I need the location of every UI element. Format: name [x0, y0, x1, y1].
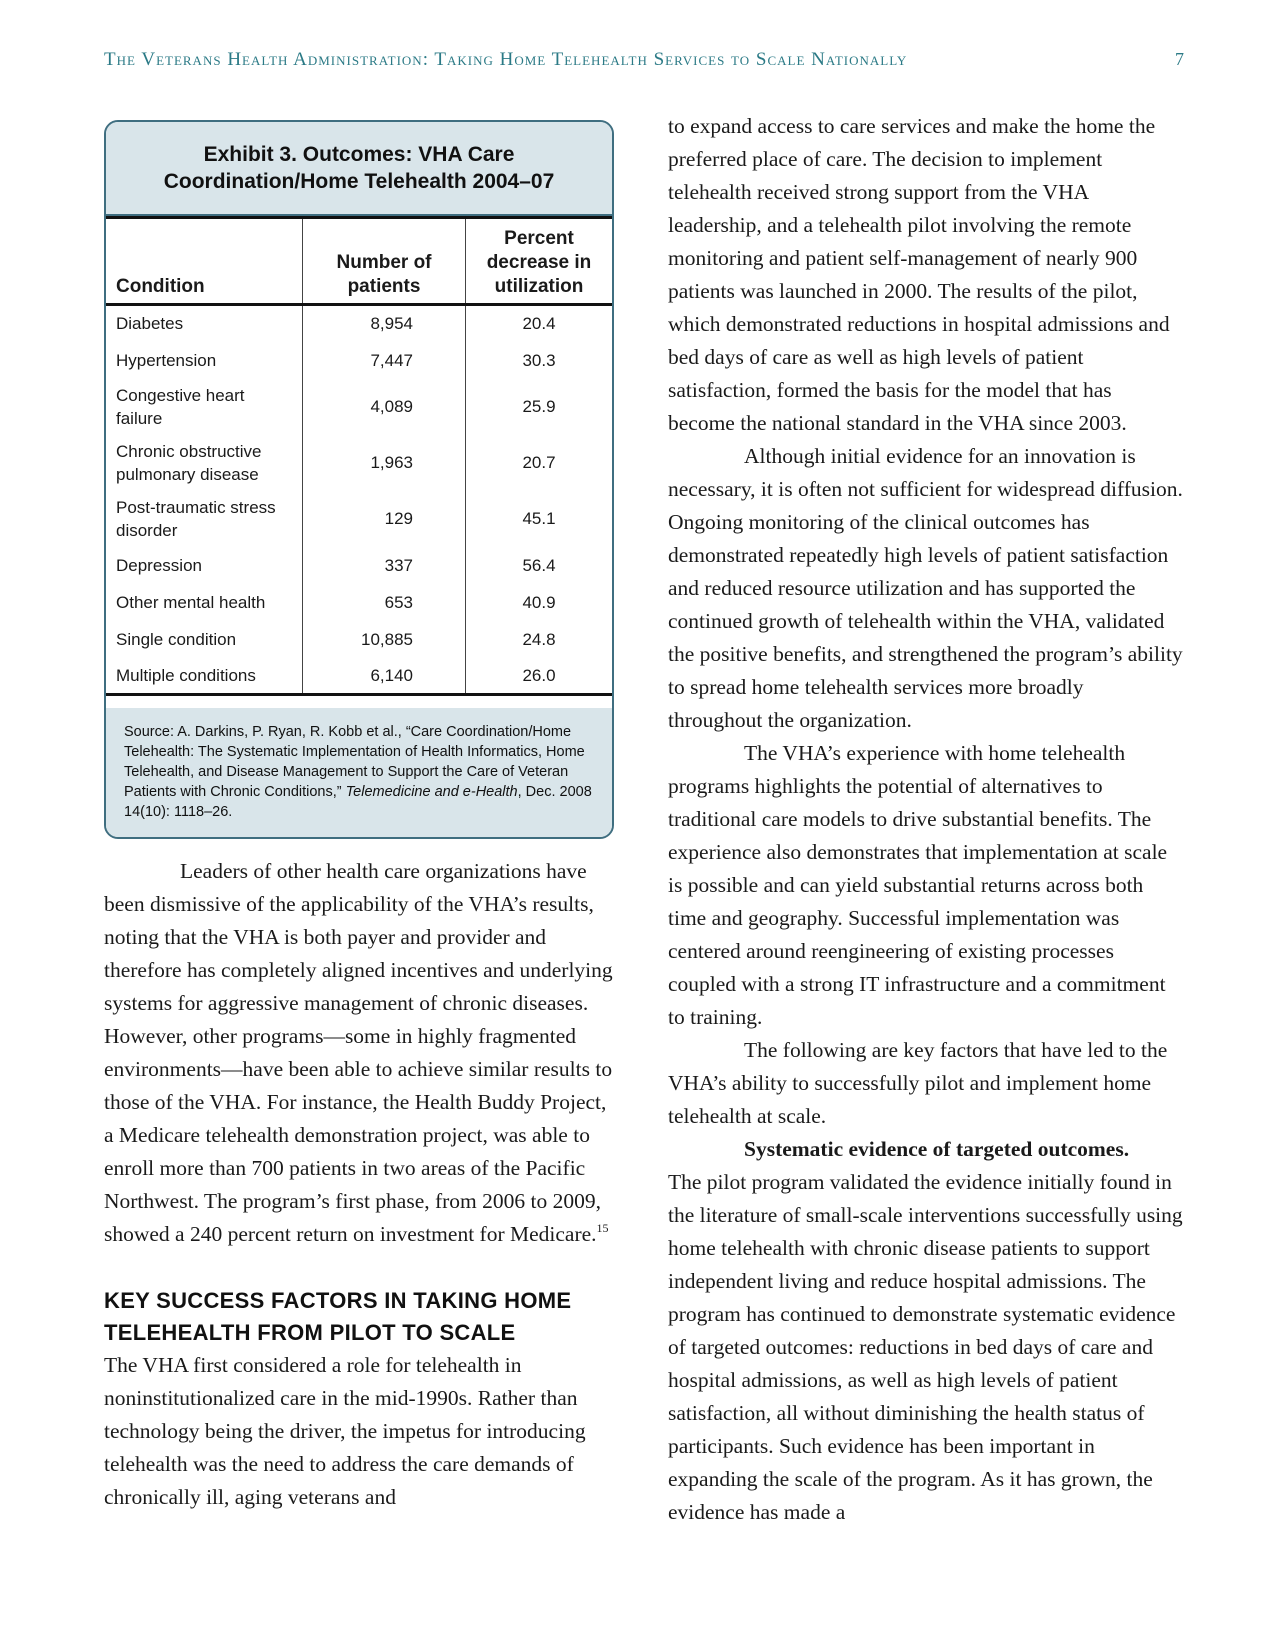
- cell-patients: 653: [303, 584, 466, 621]
- cell-patients: 1,963: [303, 435, 466, 491]
- right-paragraph-5: [668, 1133, 1183, 1166]
- cell-percent: 20.4: [522, 314, 556, 334]
- footnote-marker: 15: [596, 1221, 609, 1235]
- cell-condition: Post-traumatic stress disorder: [106, 491, 303, 547]
- table-header-row: [106, 218, 612, 305]
- cell-percent: 30.3: [522, 350, 556, 370]
- left-paragraph-1: [104, 855, 614, 1251]
- exhibit-table: [106, 216, 612, 696]
- cell-percent: 45.1: [522, 509, 556, 528]
- running-header: [104, 49, 1184, 71]
- right-paragraph-3: The VHA’s experience with home telehealth programs highlights the potential of alternatives to traditional care models to drive substantial benefits. The experience also demonstrates that implementation at scale is possible and can yield substantial returns across both time and geography. Successful implementation was centered around reengineering of existing processes coupled with a strong IT infrastructure and a commitment to training.: [668, 741, 1168, 1029]
- page-number: 7: [1175, 49, 1184, 69]
- cell-patients: 7,447: [303, 342, 466, 379]
- table-row: [106, 305, 612, 342]
- table-row: [106, 584, 612, 621]
- left-paragraph-1-text: Leaders of other health care organizations have been dismissive of the applicability of the VHA’s results, noting that the VHA is both payer and provider and therefore has completely aligned incentives and underlying systems for aggressive management of chronic diseases. However, other programs—some in highly fragmented environments—have been able to achieve similar results to those of the VHA. For instance, the Health Buddy Project, a Medicare telehealth demonstration project, was able to enroll more than 700 patients in two areas of the Pacific Northwest. The program’s first phase, from 2006 to 2009, showed a 240 percent return on investment for Medicare.: [104, 859, 613, 1246]
- exhibit-source-note: [106, 708, 612, 837]
- cell-patients: 337: [303, 547, 466, 584]
- cell-percent: 26.0: [466, 658, 613, 695]
- cell-percent: 56.4: [522, 555, 556, 575]
- table-row: [106, 379, 612, 435]
- right-paragraph-1: to expand access to care services and make the home the preferred place of care. The decision to implement telehealth received strong support from the VHA leadership, and a telehealth pilot involving the remote monitoring and patient self-management of nearly 900 patients was launched in 2000. The results of the pilot, which demonstrated reductions in hospital admissions and bed days of care as well as high levels of patient satisfaction, formed the basis for the model that has become the national standard in the VHA since 2003.: [668, 114, 1170, 435]
- cell-condition: Other mental health: [106, 584, 303, 621]
- cell-condition: Multiple conditions: [106, 658, 303, 695]
- left-column: [104, 855, 614, 1514]
- table-row: [106, 547, 612, 584]
- cell-condition: Depression: [106, 547, 303, 584]
- cell-percent: 40.9: [522, 592, 556, 612]
- table-row: [106, 658, 612, 695]
- table-row: [106, 491, 612, 547]
- column-header-patients: Number of patients: [303, 218, 466, 305]
- cell-patients: 10,885: [303, 621, 466, 658]
- source-citation: , Dec. 2008 14(10): 1118–26.: [124, 784, 592, 820]
- cell-patients: 8,954: [303, 305, 466, 342]
- right-paragraph-6: The pilot program validated the evidence initially found in the literature of small-scale interventions successfully using home telehealth with chronic disease patients to support independent living and reduce hospital admissions. The program has continued to demonstrate systematic evidence of targeted outcomes: reductions in bed days of care and hospital admissions, as well as high levels of patient satisfaction, all without diminishing the health status of participants. Such evidence has been important in expanding the scale of the program. As it has grown, the evidence has made a: [668, 1170, 1183, 1524]
- exhibit-title: Exhibit 3. Outcomes: VHA Care Coordination/Home Telehealth 2004–07: [163, 143, 555, 193]
- cell-patients: 6,140: [303, 658, 466, 695]
- cell-percent: 25.9: [522, 397, 556, 416]
- cell-patients: 129: [303, 491, 466, 547]
- source-journal: Telemedicine and e-Health: [345, 784, 518, 800]
- column-header-percent: Percent decrease in utilization: [466, 218, 613, 305]
- exhibit-header: [106, 122, 612, 216]
- right-paragraph-4: The following are key factors that have led to the VHA’s ability to successfully pilot and implement home telehealth at scale.: [668, 1038, 1168, 1128]
- cell-condition: Single condition: [106, 621, 303, 658]
- left-paragraph-2: The VHA first considered a role for telehealth in noninstitutionalized care in the mid-1990s. Rather than technology being the driver, the impetus for introducing telehealth was the need to address the care demands of chronically ill, aging veterans and: [104, 1353, 586, 1509]
- table-row: [106, 621, 612, 658]
- cell-patients: 4,089: [303, 379, 466, 435]
- running-title: The Veterans Health Administration: Taking Home Telehealth Services to Scale Nationally: [104, 49, 908, 70]
- run-in-heading: Systematic evidence of targeted outcomes.: [744, 1137, 1130, 1161]
- cell-condition: Chronic obstructive pulmonary disease: [106, 435, 303, 491]
- source-text: Source: A. Darkins, P. Ryan, R. Kobb et al., “Care Coordination/Home Telehealth: The Systematic Implementation of Health Informatics, Home Telehealth, and Disease Management to Support the Care of Veteran Patients with Chronic Conditions,”: [124, 724, 585, 800]
- cell-condition: Hypertension: [106, 342, 303, 379]
- cell-condition: Diabetes: [106, 305, 303, 342]
- section-heading: KEY SUCCESS FACTORS IN TAKING HOME TELEHEALTH FROM PILOT TO SCALE: [104, 1288, 572, 1345]
- exhibit-box: [104, 120, 614, 839]
- right-paragraph-2: Although initial evidence for an innovation is necessary, it is often not sufficient for widespread diffusion. Ongoing monitoring of the clinical outcomes has demonstrated repeatedly high levels of patient satisfaction and reduced resource utilization and has supported the continued growth of telehealth within the VHA, validated the positive benefits, and strengthened the program’s ability to spread home telehealth services more broadly throughout the organization.: [668, 444, 1183, 732]
- table-row: [106, 342, 612, 379]
- cell-condition: Congestive heart failure: [106, 379, 303, 435]
- right-column: [668, 110, 1183, 1529]
- column-header-condition: Condition: [106, 218, 303, 305]
- table-row: [106, 435, 612, 491]
- cell-percent: 20.7: [522, 453, 556, 472]
- cell-percent: 24.8: [522, 629, 556, 649]
